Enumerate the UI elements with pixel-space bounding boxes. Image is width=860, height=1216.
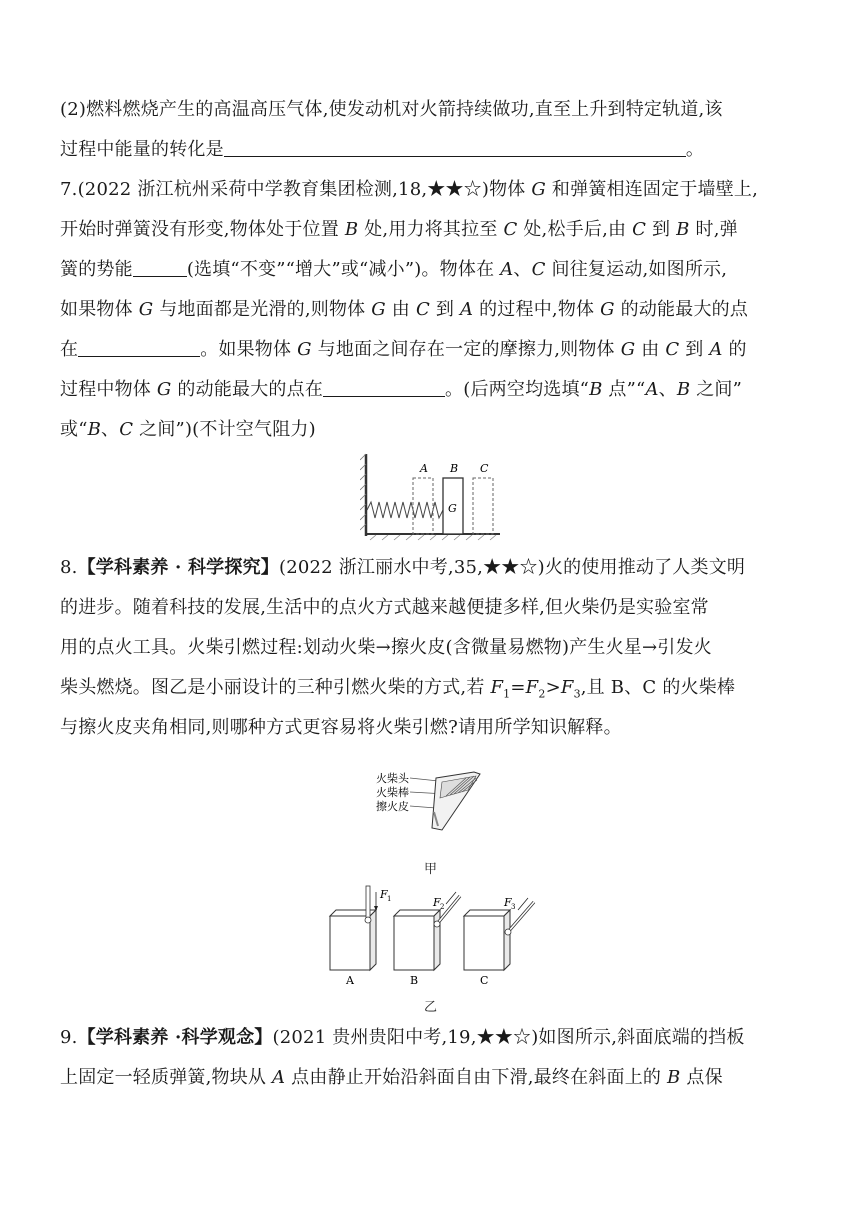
force-label-f2: F [433, 896, 441, 909]
force-sub-3: 3 [511, 903, 516, 911]
q8-line-4: 柴头燃烧。图乙是小丽设计的三种引燃火柴的方式,若 $F_1=F_2>F_3$,且 B、C 的火柴棒 [60, 677, 736, 701]
box-label-c: C [480, 974, 489, 984]
figure-jia-caption: 甲 [424, 862, 438, 877]
ignition-methods-figure-yi [320, 884, 550, 984]
q7-line-5: 在 。如果物体 G 与地面之间存在一定的摩擦力,则物体 G 由 C 到 A 的 [60, 339, 747, 360]
q7-line-4: 如果物体 G 与地面都是光滑的,则物体 G 由 C 到 A 的过程中,物体 G 的动能最大的点 [60, 299, 749, 320]
q7-line-2: 开始时弹簧没有形变,物体处于位置 B 处,用力将其拉至 C 处,松手后,由 C 到 B 时,弹 [60, 219, 738, 240]
label-g: G [448, 502, 457, 515]
q8-line-5: 与擦火皮夹角相同,则哪种方式更容易将火柴引燃?请用所学知识解释。 [60, 717, 622, 738]
label-striker: 擦火皮 [376, 800, 409, 813]
q7-line-1: 7.(2022 浙江杭州采荷中学教育集团检测,18,★★☆)物体 G 和弹簧相连固定于墙壁上, [60, 179, 759, 200]
spring-block-figure [360, 450, 505, 542]
box-b [394, 892, 460, 970]
answer-blank[interactable] [78, 338, 200, 357]
matchbox-figure-jia [376, 768, 496, 834]
label-match-head: 火柴头 [376, 772, 409, 785]
q6-line-1: (2)燃料燃烧产生的高温高压气体,使发动机对火箭持续做功,直至上升到特定轨道,该 [60, 99, 723, 120]
box-c [464, 898, 534, 970]
figure-yi-caption: 乙 [424, 1000, 438, 1015]
box-a [330, 886, 378, 970]
force-label-f3: F [504, 896, 512, 909]
label-b: B [450, 462, 459, 475]
q7-line-3: 簧的势能 (选填“不变”“增大”或“减小”)。物体在 A、C 间往复运动,如图所示, [60, 259, 728, 280]
label-c: C [480, 462, 489, 475]
position-c-outline [473, 478, 493, 534]
ground-hatching [370, 535, 496, 540]
label-match-stick: 火柴棒 [376, 786, 409, 799]
force-sub-2: 2 [440, 903, 445, 911]
position-a-outline [413, 478, 433, 534]
q8-line-1: 8.【学科素养 · 科学探究】(2022 浙江丽水中考,35,★★☆)火的使用推动了人类文明 [60, 557, 746, 578]
answer-blank[interactable] [133, 258, 187, 277]
q8-line-2: 的进步。随着科技的发展,生活中的点火方式越来越便捷多样,但火柴仍是实验室常 [60, 597, 709, 618]
q8-line-3: 用的点火工具。火柴引燃过程:划动火柴→擦火皮(含微量易燃物)产生火星→引发火 [60, 637, 712, 658]
q7-line-6: 过程中物体 G 的动能最大的点在 。(后两空均选填“B 点”“A、B 之间” [60, 379, 743, 400]
spring [367, 502, 443, 518]
force-sub-1: 1 [387, 895, 392, 903]
q7-line-7: 或“B、C 之间”)(不计空气阻力) [60, 419, 316, 440]
answer-blank[interactable] [224, 138, 686, 157]
q6-line-2: 过程中能量的转化是 。 [60, 139, 705, 160]
box-label-a: A [346, 974, 354, 984]
force-label-f1: F [380, 888, 388, 901]
q9-line-1: 9.【学科素养 ·科学观念】(2021 贵州贵阳中考,19,★★☆)如图所示,斜面底端的挡板 [60, 1027, 745, 1048]
box-label-b: B [410, 974, 419, 984]
label-a: A [420, 462, 428, 475]
answer-blank[interactable] [323, 378, 445, 397]
q9-line-2: 上固定一轻质弹簧,物块从 A 点由静止开始沿斜面自由下滑,最终在斜面上的 B 点保 [60, 1067, 723, 1088]
